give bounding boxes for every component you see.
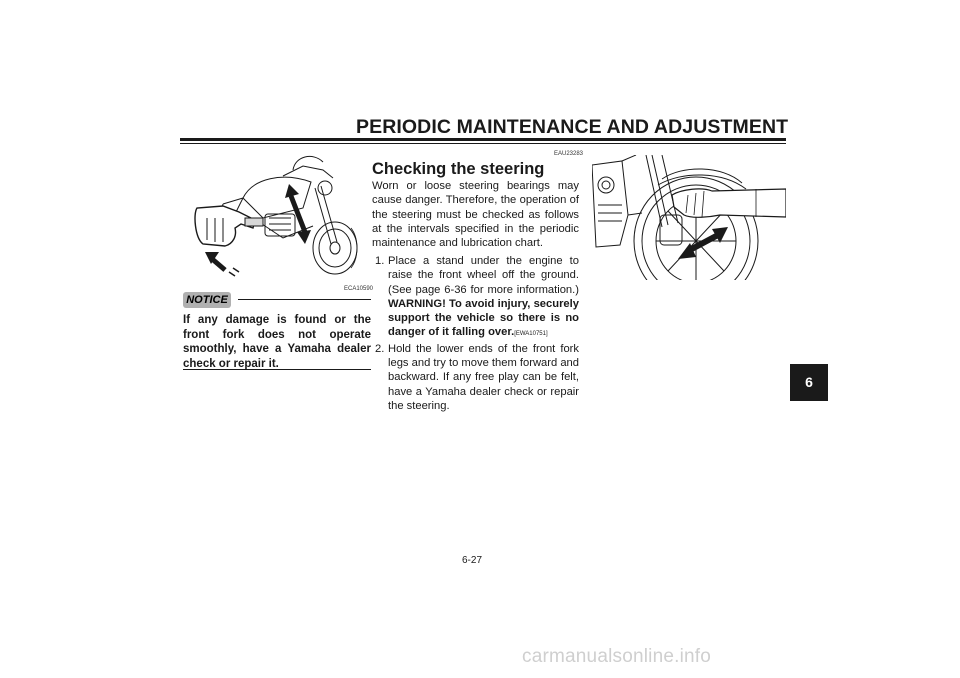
page-number: 6-27: [462, 555, 483, 566]
step-number: 1.: [375, 255, 385, 267]
fork-check-illustration: [183, 148, 373, 288]
chapter-tab: 6: [790, 364, 828, 401]
header-rule-thin: [180, 143, 786, 144]
gloved-hand-icon: [195, 206, 263, 246]
double-arrow-icon: [678, 227, 728, 259]
step-item: [372, 342, 579, 413]
step-number: 2.: [375, 342, 385, 355]
notice-bottom-rule: [183, 369, 371, 370]
figure-code: ECA10590: [344, 286, 374, 292]
watermark: carmanualsonline.info: [522, 646, 712, 667]
step-item: [372, 254, 579, 342]
warning-code: [EWA10751]: [514, 331, 548, 338]
steering-check-illustration: [592, 155, 786, 280]
pointer-arrow-icon: [205, 252, 239, 276]
steps-list: [372, 254, 579, 413]
step-warning: WARNING! To avoid injury, securely support the vehicle so there is no danger of it falling over.: [388, 297, 579, 339]
notice-badge: NOTICE: [183, 292, 231, 308]
section-title: Checking the steering: [372, 160, 545, 178]
section-code: EAU23283: [554, 151, 584, 157]
step-text: Hold the lower ends of the front fork legs and try to move them forward and backward. If any free play can be felt, have a Yamaha dealer check or repair the steering.: [388, 342, 579, 412]
step-text: Place a stand under the engine to raise the front wheel off the ground. (See page 6-36 for more information.): [388, 255, 579, 296]
header-rule: [180, 138, 786, 141]
section-intro: Worn or loose steering bearings may cause danger. Therefore, the operation of the steering must be checked as follows at the intervals specified in the periodic maintenance and lubrication chart.: [372, 180, 579, 250]
page-header-title: PERIODIC MAINTENANCE AND ADJUSTMENT: [356, 116, 789, 138]
hands-on-fork-icon: [672, 189, 786, 217]
notice-text: If any damage is found or the front fork does not operate smoothly, have a Yamaha dealer check or repair it.: [183, 314, 371, 370]
notice-rule: [238, 299, 371, 300]
